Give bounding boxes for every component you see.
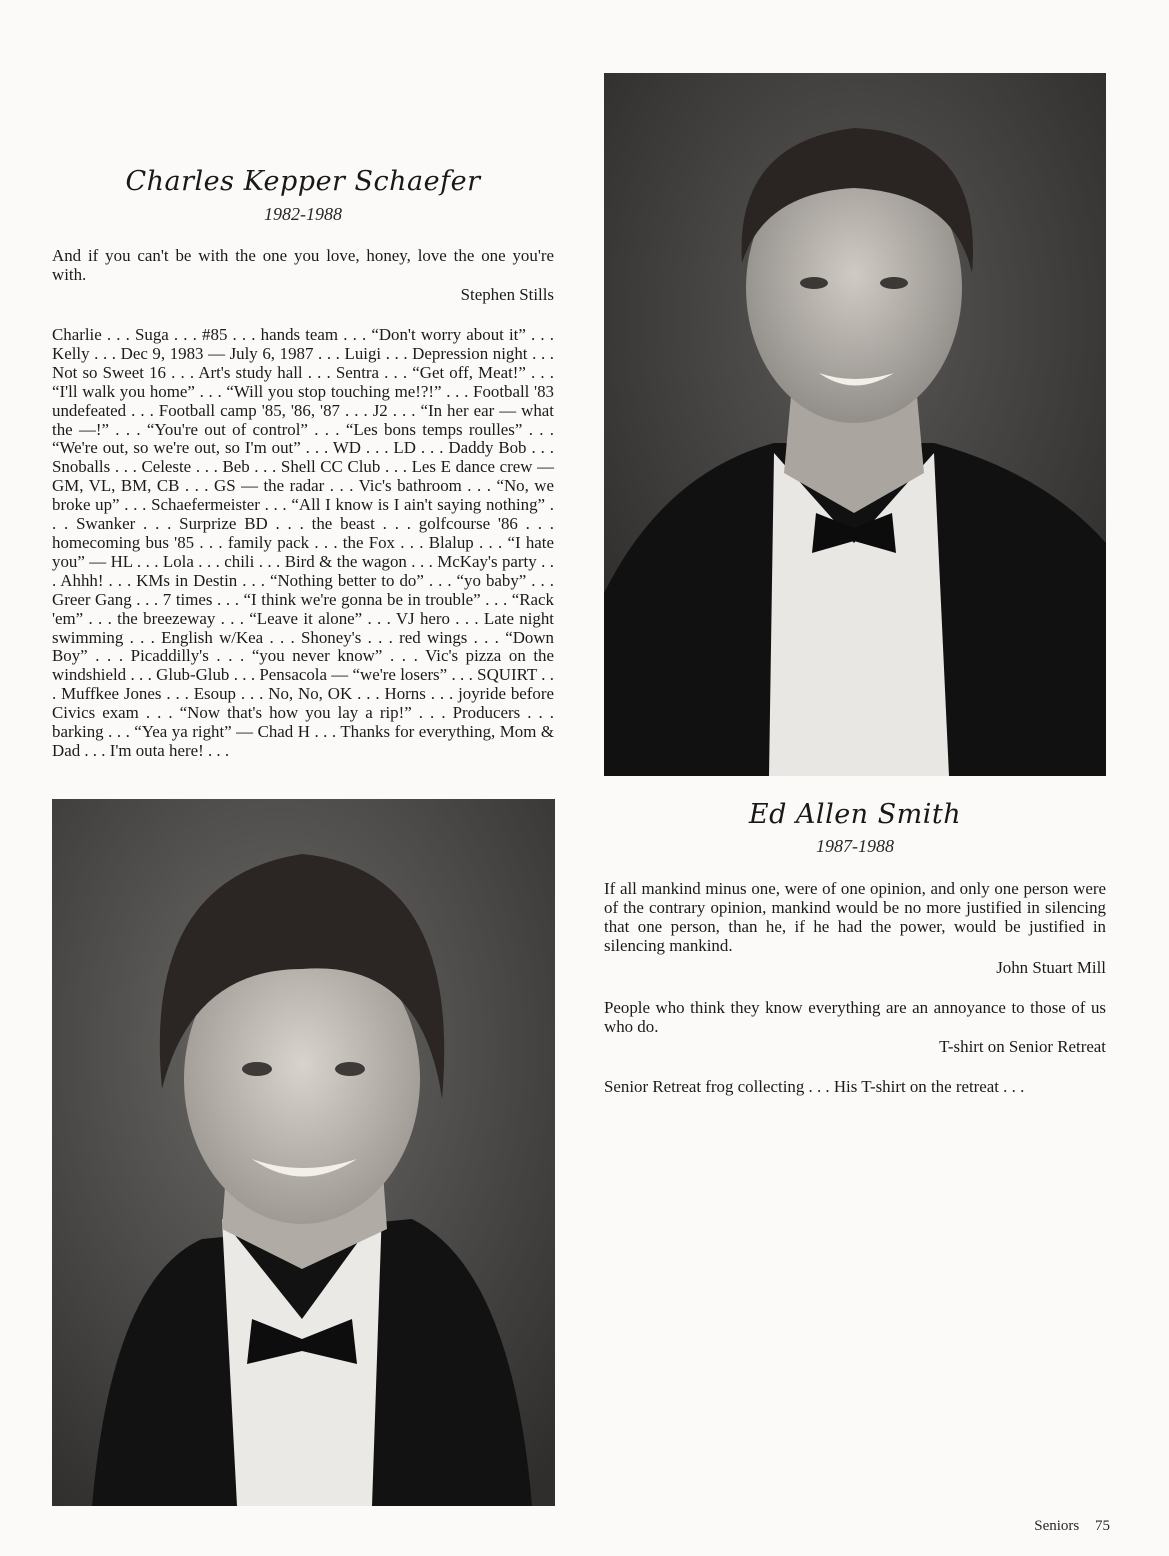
quote-attribution: Stephen Stills [460, 285, 554, 304]
senior-years: 1982-1988 [264, 204, 342, 224]
senior-portrait-photo [604, 73, 1106, 776]
senior-years: 1987-1988 [816, 836, 894, 856]
senior-quote: People who think they know everything are an annoyance to those of us who do. [604, 998, 1106, 1036]
senior-memories: Charlie . . . Suga . . . #85 . . . hands team . . . “Don't worry about it” . . . Kelly . . . Dec 9, 1983 — July 6, 1987 . . . Luigi . . . Depression night . . . Not so Sweet 16 . . . Art's study hall . . . Sentra . . . “Get off, Meat!” . . . “I'll walk you home” . . . “Will you stop touching me!?!” . . . Football '83 undefeated . . . Football camp '85, '86, '87 . . . J2 . . . “In her ear — what the —!” . . . “You're out of control” . . . “Les bons temps roulles” . . . “We're out, so we're out, so I'm out” . . . WD . . . LD . . . Daddy Bob . . . Snoballs . . . Celeste . . . Beb . . . Shell CC Club . . . Les E dance crew — GM, VL, BM, CB . . . GS — the radar . . . Vic's bathroom . . . “No, we broke up” . . . Schaefermeister . . . “All I know is I ain't saying nothing” . . . Swanker . . . Surprize BD . . . the beast . . . golfcourse '86 . . . homecoming bus '85 . . . family pack . . . the Fox . . . Blalup . . . “I hate you” — HL . . . Lola . . . chili . . . Bird & the wagon . . . McKay's party . . . Ahhh! . . . KMs in Destin . . . “Nothing better to do” . . . “yo baby” . . . Greer Gang . . . 7 times . . . “I think we're gonna be in trouble” . . . “Rack 'em” . . . the breezeway . . . “Leave it alone” . . . VJ hero . . . Late night swimming . . . English w/Kea . . . Shoney's . . . red wings . . . “Down Boy” . . . Picaddilly's . . . “you never know” . . . Vic's pizza on the windshield . . . Glub-Glub . . . Pensacola — “we're losers” . . . SQUIRT . . . Muffkee Jones . . . Esoup . . . No, No, OK . . . Horns . . . joyride before Civics exam . . . “Now that's how you lay a rip!” . . . Producers . . . barking . . . “Yea ya right” — Chad H . . . Thanks for everything, Mom & Dad . . . I'm outa here! . . . [52, 325, 554, 760]
senior-name: Charles Kepper Schaefer [125, 166, 481, 197]
senior-quote: And if you can't be with the one you love, honey, love the one you're with. [52, 246, 554, 284]
quote-attribution: T-shirt on Senior Retreat [939, 1037, 1106, 1056]
page-footer [1010, 1518, 1110, 1535]
senior-name: Ed Allen Smith [748, 799, 962, 830]
portrait-image [604, 73, 1106, 776]
page-number: 75 [1095, 1518, 1110, 1534]
senior-portrait-photo [52, 799, 555, 1506]
section-label: Seniors [1034, 1518, 1080, 1534]
senior-memories: Senior Retreat frog collecting . . . His T-shirt on the retreat . . . [604, 1077, 1025, 1096]
portrait-image [52, 799, 555, 1506]
senior-quote: If all mankind minus one, were of one opinion, and only one person were of the contrary opinion, mankind would be no more justified in silencing that one person, than he, if he had the power, would be justified in silencing mankind. [604, 879, 1106, 955]
quote-attribution: John Stuart Mill [996, 958, 1106, 977]
